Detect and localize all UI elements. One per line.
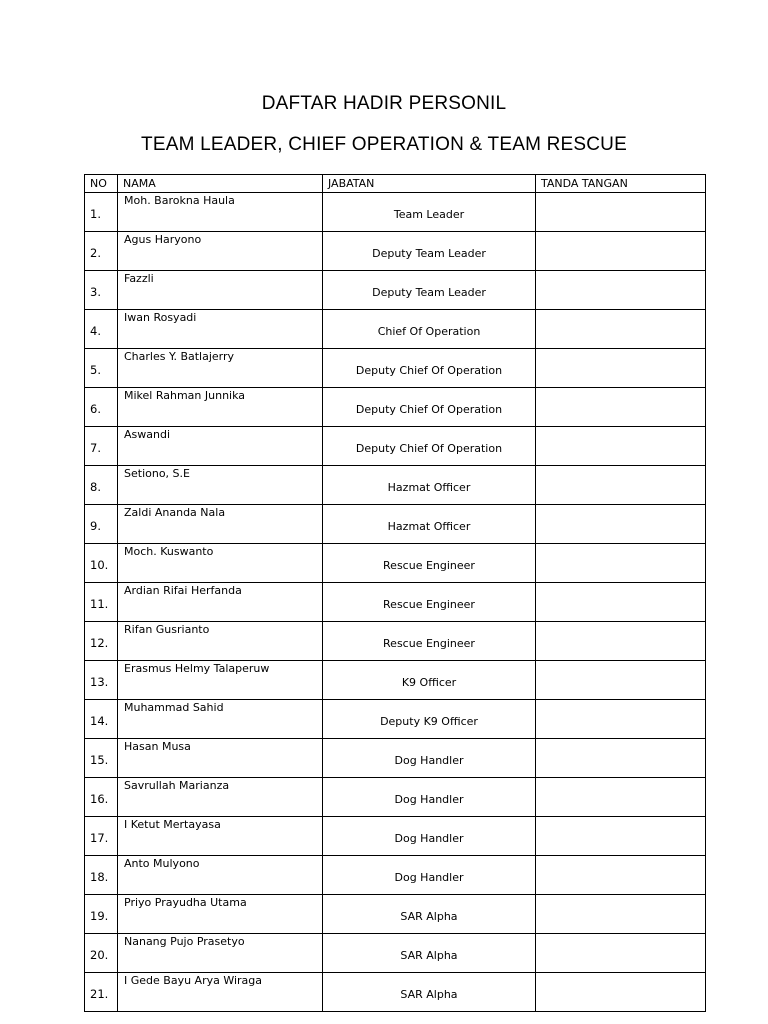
table-row xyxy=(85,583,706,622)
personnel-position: Dog Handler xyxy=(323,739,536,778)
row-number: 2. xyxy=(85,232,118,271)
table-row xyxy=(85,466,706,505)
table-row xyxy=(85,817,706,856)
personnel-name: Mikel Rahman Junnika xyxy=(118,388,323,427)
personnel-position: Hazmat Officer xyxy=(323,466,536,505)
row-number: 6. xyxy=(85,388,118,427)
personnel-position: SAR Alpha xyxy=(323,934,536,973)
personnel-name: Priyo Prayudha Utama xyxy=(118,895,323,934)
row-number: 8. xyxy=(85,466,118,505)
table-row xyxy=(85,388,706,427)
personnel-position: Dog Handler xyxy=(323,817,536,856)
row-number: 16. xyxy=(85,778,118,817)
table-row xyxy=(85,271,706,310)
personnel-position: Rescue Engineer xyxy=(323,544,536,583)
row-number: 14. xyxy=(85,700,118,739)
table-row xyxy=(85,661,706,700)
personnel-name: Erasmus Helmy Talaperuw xyxy=(118,661,323,700)
personnel-name: Moch. Kuswanto xyxy=(118,544,323,583)
table-row xyxy=(85,973,706,1012)
table-row xyxy=(85,505,706,544)
row-number: 10. xyxy=(85,544,118,583)
personnel-name: Moh. Barokna Haula xyxy=(118,193,323,232)
personnel-position: Deputy Chief Of Operation xyxy=(323,427,536,466)
signature-cell xyxy=(536,622,706,661)
personnel-position: Deputy Chief Of Operation xyxy=(323,349,536,388)
table-header-row xyxy=(85,175,706,193)
signature-cell xyxy=(536,427,706,466)
signature-cell xyxy=(536,349,706,388)
column-header-jabatan: JABATAN xyxy=(323,175,536,193)
table-row xyxy=(85,778,706,817)
personnel-name: Zaldi Ananda Nala xyxy=(118,505,323,544)
signature-cell xyxy=(536,895,706,934)
personnel-position: Deputy Chief Of Operation xyxy=(323,388,536,427)
document-title: DAFTAR HADIR PERSONIL xyxy=(261,93,507,114)
personnel-name: Iwan Rosyadi xyxy=(118,310,323,349)
personnel-name: Hasan Musa xyxy=(118,739,323,778)
column-header-nama: NAMA xyxy=(118,175,323,193)
personnel-position: Hazmat Officer xyxy=(323,505,536,544)
column-header-no: NO xyxy=(85,175,118,193)
personnel-position: Dog Handler xyxy=(323,778,536,817)
row-number: 4. xyxy=(85,310,118,349)
table-row xyxy=(85,622,706,661)
table-row xyxy=(85,895,706,934)
column-header-tanda-tangan: TANDA TANGAN xyxy=(536,175,706,193)
personnel-position: Deputy Team Leader xyxy=(323,271,536,310)
signature-cell xyxy=(536,817,706,856)
row-number: 15. xyxy=(85,739,118,778)
signature-cell xyxy=(536,232,706,271)
signature-cell xyxy=(536,388,706,427)
signature-cell xyxy=(536,193,706,232)
personnel-position: Deputy Team Leader xyxy=(323,232,536,271)
personnel-position: Rescue Engineer xyxy=(323,622,536,661)
personnel-position: K9 Officer xyxy=(323,661,536,700)
signature-cell xyxy=(536,739,706,778)
signature-cell xyxy=(536,856,706,895)
table-body xyxy=(85,193,706,1012)
table-row xyxy=(85,232,706,271)
table-row xyxy=(85,310,706,349)
personnel-name: Anto Mulyono xyxy=(118,856,323,895)
row-number: 13. xyxy=(85,661,118,700)
personnel-name: Agus Haryono xyxy=(118,232,323,271)
personnel-name: I Gede Bayu Arya Wiraga xyxy=(118,973,323,1012)
row-number: 12. xyxy=(85,622,118,661)
row-number: 3. xyxy=(85,271,118,310)
row-number: 17. xyxy=(85,817,118,856)
row-number: 5. xyxy=(85,349,118,388)
table-row xyxy=(85,739,706,778)
table-row xyxy=(85,856,706,895)
table-row xyxy=(85,349,706,388)
signature-cell xyxy=(536,544,706,583)
personnel-position: SAR Alpha xyxy=(323,973,536,1012)
personnel-name: Setiono, S.E xyxy=(118,466,323,505)
signature-cell xyxy=(536,310,706,349)
personnel-name: I Ketut Mertayasa xyxy=(118,817,323,856)
signature-cell xyxy=(536,934,706,973)
personnel-position: Chief Of Operation xyxy=(323,310,536,349)
personnel-name: Fazzli xyxy=(118,271,323,310)
personnel-name: Savrullah Marianza xyxy=(118,778,323,817)
signature-cell xyxy=(536,778,706,817)
personnel-name: Rifan Gusrianto xyxy=(118,622,323,661)
personnel-position: Rescue Engineer xyxy=(323,583,536,622)
personnel-position: Team Leader xyxy=(323,193,536,232)
personnel-name: Nanang Pujo Prasetyo xyxy=(118,934,323,973)
personnel-position: SAR Alpha xyxy=(323,895,536,934)
table-row xyxy=(85,934,706,973)
row-number: 9. xyxy=(85,505,118,544)
row-number: 11. xyxy=(85,583,118,622)
personnel-name: Ardian Rifai Herfanda xyxy=(118,583,323,622)
row-number: 21. xyxy=(85,973,118,1012)
row-number: 18. xyxy=(85,856,118,895)
signature-cell xyxy=(536,271,706,310)
row-number: 1. xyxy=(85,193,118,232)
row-number: 19. xyxy=(85,895,118,934)
table-row xyxy=(85,427,706,466)
personnel-name: Charles Y. Batlajerry xyxy=(118,349,323,388)
signature-cell xyxy=(536,700,706,739)
personnel-position: Deputy K9 Officer xyxy=(323,700,536,739)
signature-cell xyxy=(536,583,706,622)
signature-cell xyxy=(536,973,706,1012)
table-row xyxy=(85,193,706,232)
document-subtitle: TEAM LEADER, CHIEF OPERATION & TEAM RESCUE xyxy=(141,134,627,155)
personnel-position: Dog Handler xyxy=(323,856,536,895)
personnel-name: Muhammad Sahid xyxy=(118,700,323,739)
attendance-table xyxy=(84,174,706,1012)
row-number: 20. xyxy=(85,934,118,973)
table-row xyxy=(85,700,706,739)
row-number: 7. xyxy=(85,427,118,466)
signature-cell xyxy=(536,466,706,505)
signature-cell xyxy=(536,505,706,544)
personnel-name: Aswandi xyxy=(118,427,323,466)
table-row xyxy=(85,544,706,583)
signature-cell xyxy=(536,661,706,700)
